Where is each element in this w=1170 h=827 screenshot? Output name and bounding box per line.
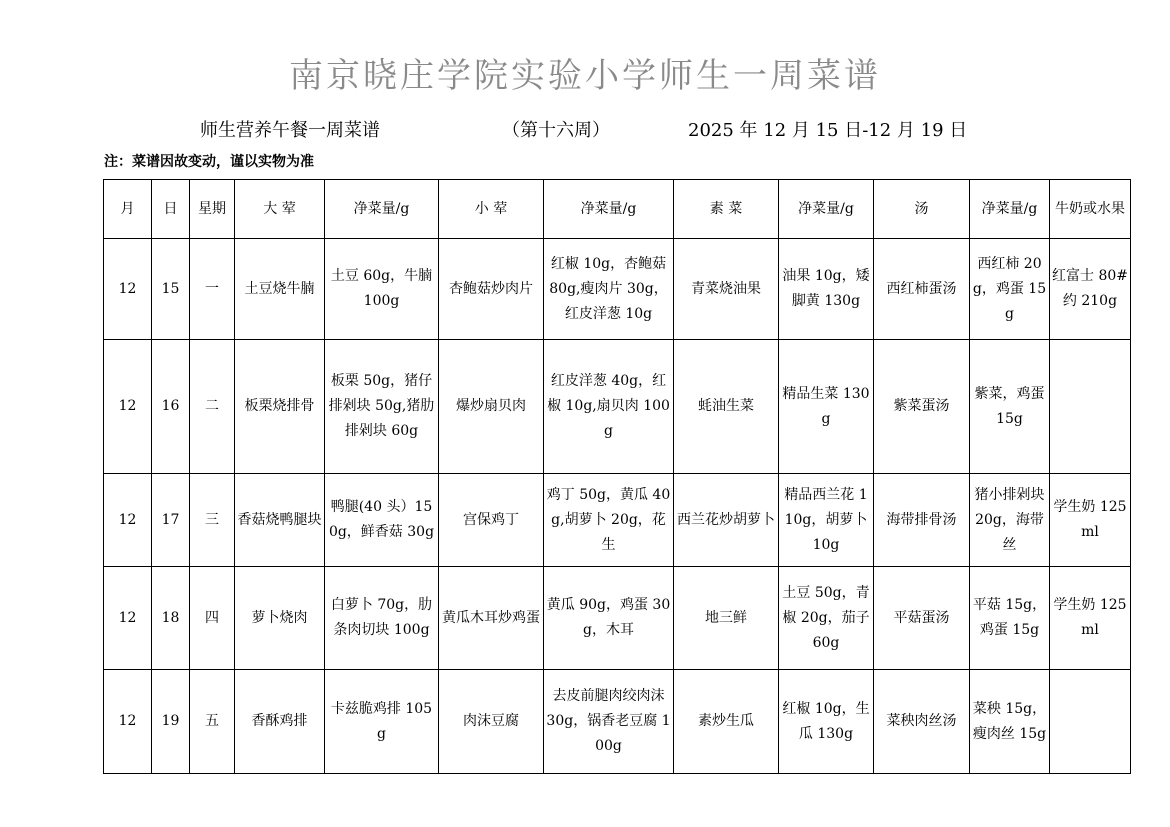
cell-milk-fruit [1050,340,1131,474]
cell-soup-weight: 平菇 15g，鸡蛋 15g [970,567,1050,670]
page-title: 南京晓庄学院实验小学师生一周菜谱 [289,56,881,96]
cell-day: 16 [152,340,190,474]
cell-soup: 西红柿蛋汤 [874,239,970,340]
cell-vegetable: 青菜烧油果 [674,239,779,340]
subtitle-label: 师生营养午餐一周菜谱 [200,120,380,141]
cell-soup-weight: 猪小排剁块 20g，海带丝 [970,474,1050,567]
header-soup: 汤 [874,180,970,239]
cell-main-meat-weight: 鸭腿(40 头）150g，鲜香菇 30g [325,474,439,567]
header-soup-weight: 净菜量/g [970,180,1050,239]
table-row [104,670,1131,774]
cell-side-meat-weight: 红皮洋葱 40g，红椒 10g,扇贝肉 100g [544,340,674,474]
cell-main-meat: 板栗烧排骨 [235,340,325,474]
cell-side-meat-weight: 黄瓜 90g，鸡蛋 30g，木耳 [544,567,674,670]
header-side-meat-weight: 净菜量/g [544,180,674,239]
cell-milk-fruit [1050,670,1131,774]
cell-main-meat-weight: 白萝卜 70g，肋条肉切块 100g [325,567,439,670]
cell-main-meat: 香菇烧鸭腿块 [235,474,325,567]
cell-day: 19 [152,670,190,774]
cell-main-meat-weight: 卡兹脆鸡排 105g [325,670,439,774]
header-main-meat: 大 荤 [235,180,325,239]
table-row [104,239,1131,340]
cell-weekday: 五 [190,670,235,774]
cell-soup: 菜秧肉丝汤 [874,670,970,774]
cell-weekday: 三 [190,474,235,567]
cell-main-meat: 萝卜烧肉 [235,567,325,670]
cell-main-meat: 香酥鸡排 [235,670,325,774]
cell-vegetable-weight: 精品生菜 130g [779,340,874,474]
cell-day: 17 [152,474,190,567]
cell-milk-fruit: 学生奶 125ml [1050,567,1131,670]
header-main-meat-weight: 净菜量/g [325,180,439,239]
cell-side-meat: 黄瓜木耳炒鸡蛋 [439,567,544,670]
cell-day: 18 [152,567,190,670]
table-header-row [104,180,1131,239]
cell-main-meat-weight: 土豆 60g，牛腩 100g [325,239,439,340]
cell-side-meat: 爆炒扇贝肉 [439,340,544,474]
cell-milk-fruit: 红富士 80#约 210g [1050,239,1131,340]
cell-vegetable-weight: 红椒 10g，生瓜 130g [779,670,874,774]
header-milk-fruit: 牛奶或水果 [1050,180,1131,239]
cell-vegetable-weight: 土豆 50g，青椒 20g，茄子 60g [779,567,874,670]
header-side-meat: 小 荤 [439,180,544,239]
cell-vegetable: 素炒生瓜 [674,670,779,774]
cell-milk-fruit: 学生奶 125ml [1050,474,1131,567]
table-row [104,567,1131,670]
cell-main-meat-weight: 板栗 50g，猪仔排剁块 50g,猪肋排剁块 60g [325,340,439,474]
cell-side-meat-weight: 鸡丁 50g，黄瓜 40g,胡萝卜 20g，花生 [544,474,674,567]
cell-side-meat: 宫保鸡丁 [439,474,544,567]
cell-vegetable-weight: 精品西兰花 110g，胡萝卜 10g [779,474,874,567]
cell-weekday: 一 [190,239,235,340]
cell-soup-weight: 紫菜，鸡蛋 15g [970,340,1050,474]
cell-vegetable: 地三鲜 [674,567,779,670]
weekly-menu-table [103,179,1131,774]
header-vegetable-weight: 净菜量/g [779,180,874,239]
header-month: 月 [104,180,152,239]
cell-soup-weight: 菜秧 15g，瘦肉丝 15g [970,670,1050,774]
cell-side-meat: 肉沫豆腐 [439,670,544,774]
week-number: （第十六周） [502,120,610,141]
cell-soup: 紫菜蛋汤 [874,340,970,474]
header-day: 日 [152,180,190,239]
cell-month: 12 [104,239,152,340]
cell-side-meat-weight: 去皮前腿肉绞肉沫 30g，锅香老豆腐 100g [544,670,674,774]
cell-month: 12 [104,670,152,774]
menu-note: 注：菜谱因故变动，谨以实物为准 [104,154,314,170]
cell-main-meat: 土豆烧牛腩 [235,239,325,340]
header-weekday: 星期 [190,180,235,239]
cell-weekday: 四 [190,567,235,670]
cell-month: 12 [104,340,152,474]
cell-vegetable: 蚝油生菜 [674,340,779,474]
cell-side-meat-weight: 红椒 10g，杏鲍菇 80g,瘦肉片 30g，红皮洋葱 10g [544,239,674,340]
cell-vegetable: 西兰花炒胡萝卜 [674,474,779,567]
cell-soup-weight: 西红柿 20g，鸡蛋 15g [970,239,1050,340]
cell-soup: 海带排骨汤 [874,474,970,567]
cell-month: 12 [104,567,152,670]
cell-day: 15 [152,239,190,340]
cell-side-meat: 杏鲍菇炒肉片 [439,239,544,340]
header-vegetable: 素 菜 [674,180,779,239]
table-row [104,340,1131,474]
cell-soup: 平菇蛋汤 [874,567,970,670]
date-range: 2025 年 12 月 15 日-12 月 19 日 [688,120,968,141]
cell-month: 12 [104,474,152,567]
cell-weekday: 二 [190,340,235,474]
table-row [104,474,1131,567]
cell-vegetable-weight: 油果 10g，矮脚黄 130g [779,239,874,340]
